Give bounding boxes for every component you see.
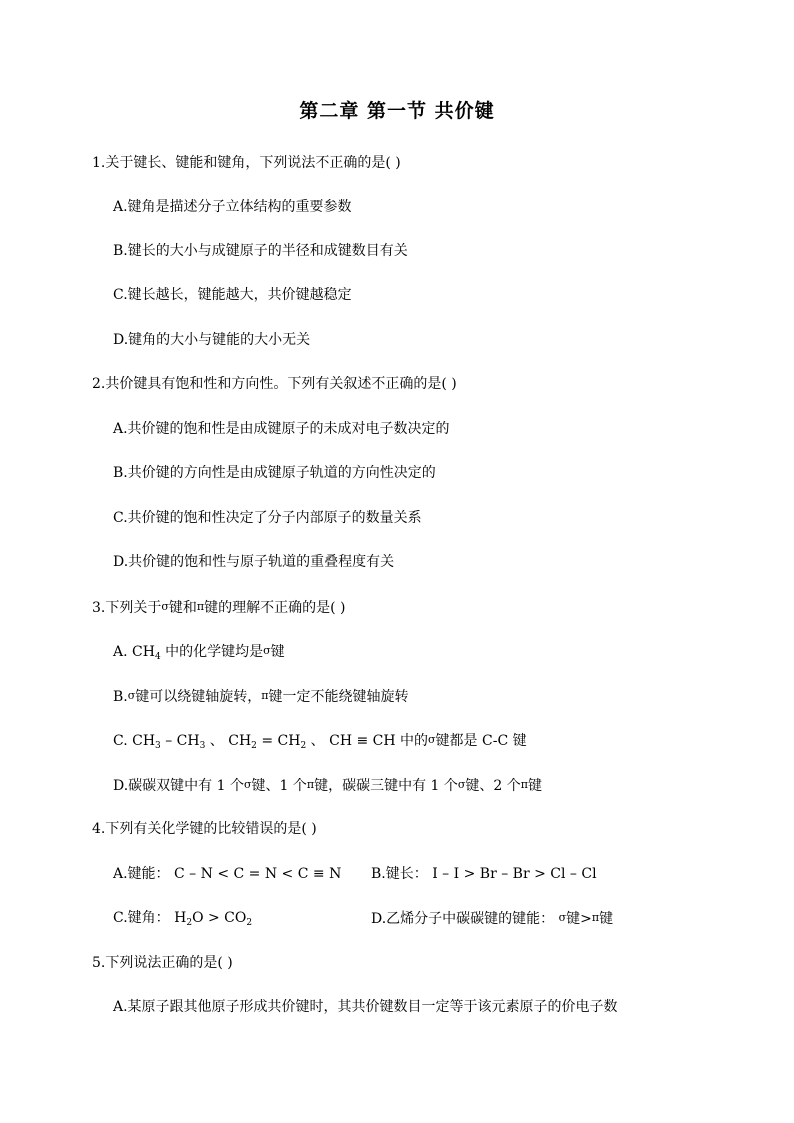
sigma-symbol: σ	[457, 778, 466, 791]
text: 键、2 个	[465, 778, 521, 794]
text: O > CO	[192, 910, 247, 926]
text: 键>	[566, 911, 592, 927]
question-1-stem: 1.关于键长、键能和键角，下列说法不正确的是( )	[92, 155, 401, 171]
text: 键一定不能绕键轴旋转	[268, 689, 409, 705]
sigma-symbol: σ	[243, 778, 252, 791]
text: 键	[528, 778, 543, 794]
pi-symbol: π	[520, 778, 529, 791]
text: 键和	[168, 600, 197, 616]
text: – CH	[160, 733, 200, 749]
question-4-stem: 4.下列有关化学键的比较错误的是( )	[92, 821, 317, 837]
pi-symbol: π	[306, 778, 315, 791]
pi-symbol: π	[591, 911, 600, 924]
text: B.	[113, 689, 128, 705]
sigma-symbol: σ	[263, 644, 271, 657]
question-2-stem: 2.共价键具有饱和性和方向性。下列有关叙述不正确的是( )	[92, 376, 457, 392]
text: 、 CH ≡ CH 中的	[306, 733, 429, 749]
text: D.碳碳双键中有 1 个	[113, 778, 244, 794]
subscript: 2	[186, 918, 193, 928]
text: 键的理解不正确的是( )	[204, 600, 346, 616]
text: 键	[270, 644, 285, 660]
subscript: 2	[300, 741, 307, 751]
question-4-option-b: B.键长： I – I > Br – Br > Cl – Cl	[371, 866, 597, 882]
sigma-symbol: σ	[161, 600, 169, 613]
text: 键可以绕键轴旋转，	[135, 689, 262, 705]
question-3-stem	[92, 597, 345, 618]
subscript: 2	[251, 741, 257, 751]
question-3-option-d	[113, 775, 542, 796]
sigma-symbol: σ	[127, 689, 136, 702]
subscript: 2	[246, 918, 253, 928]
question-2-option-a: A.共价键的饱和性是由成键原子的未成对电子数决定的	[113, 421, 450, 437]
pi-symbol: π	[196, 600, 205, 613]
text: 键都是 C-C 键	[435, 733, 527, 749]
text: 键、1 个	[251, 778, 307, 794]
question-1-option-c: C.键长越长，键能越大，共价键越稳定	[113, 287, 352, 303]
subscript: 3	[199, 741, 206, 751]
document-title: 第二章 第一节 共价键	[299, 100, 495, 122]
text: 中的化学键均是	[160, 644, 264, 660]
text: D.乙烯分子中碳碳键的键能：	[371, 911, 559, 927]
pi-symbol: π	[261, 689, 269, 702]
question-2-option-c: C.共价键的饱和性决定了分子内部原子的数量关系	[113, 510, 422, 526]
question-4-option-c	[113, 908, 252, 928]
text: C.键角： H	[113, 910, 187, 926]
question-3-option-c	[113, 730, 527, 751]
text: C. CH	[113, 733, 156, 749]
text: A. CH	[113, 644, 155, 660]
text: 键，碳碳三键中有 1 个	[314, 778, 458, 794]
question-1-option-d: D.键角的大小与键能的大小无关	[113, 332, 311, 348]
question-5-stem: 5.下列说法正确的是( )	[92, 955, 233, 971]
sigma-symbol: σ	[558, 911, 567, 924]
sigma-symbol: σ	[428, 733, 436, 746]
question-2-option-d: D.共价键的饱和性与原子轨道的重叠程度有关	[113, 554, 395, 570]
text: 3.下列关于	[92, 600, 162, 616]
question-1-option-a: A.键角是描述分子立体结构的重要参数	[113, 199, 352, 215]
question-2-option-b: B.共价键的方向性是由成键原子轨道的方向性决定的	[113, 465, 436, 481]
question-1-option-b: B.键长的大小与成键原子的半径和成键数目有关	[113, 243, 408, 259]
text: = CH	[256, 733, 301, 749]
question-4-option-d	[371, 908, 613, 929]
question-4-option-a: A.键能： C – N < C = N < C ≡ N	[113, 866, 342, 882]
question-3-option-a	[113, 641, 285, 662]
subscript: 3	[155, 741, 161, 751]
text: 、 CH	[205, 733, 252, 749]
question-5-option-a: A.某原子跟其他原子形成共价键时，其共价键数目一定等于该元素原子的价电子数	[113, 999, 618, 1015]
question-3-option-b	[113, 686, 409, 707]
text: 键	[599, 911, 614, 927]
subscript: 4	[154, 652, 161, 662]
